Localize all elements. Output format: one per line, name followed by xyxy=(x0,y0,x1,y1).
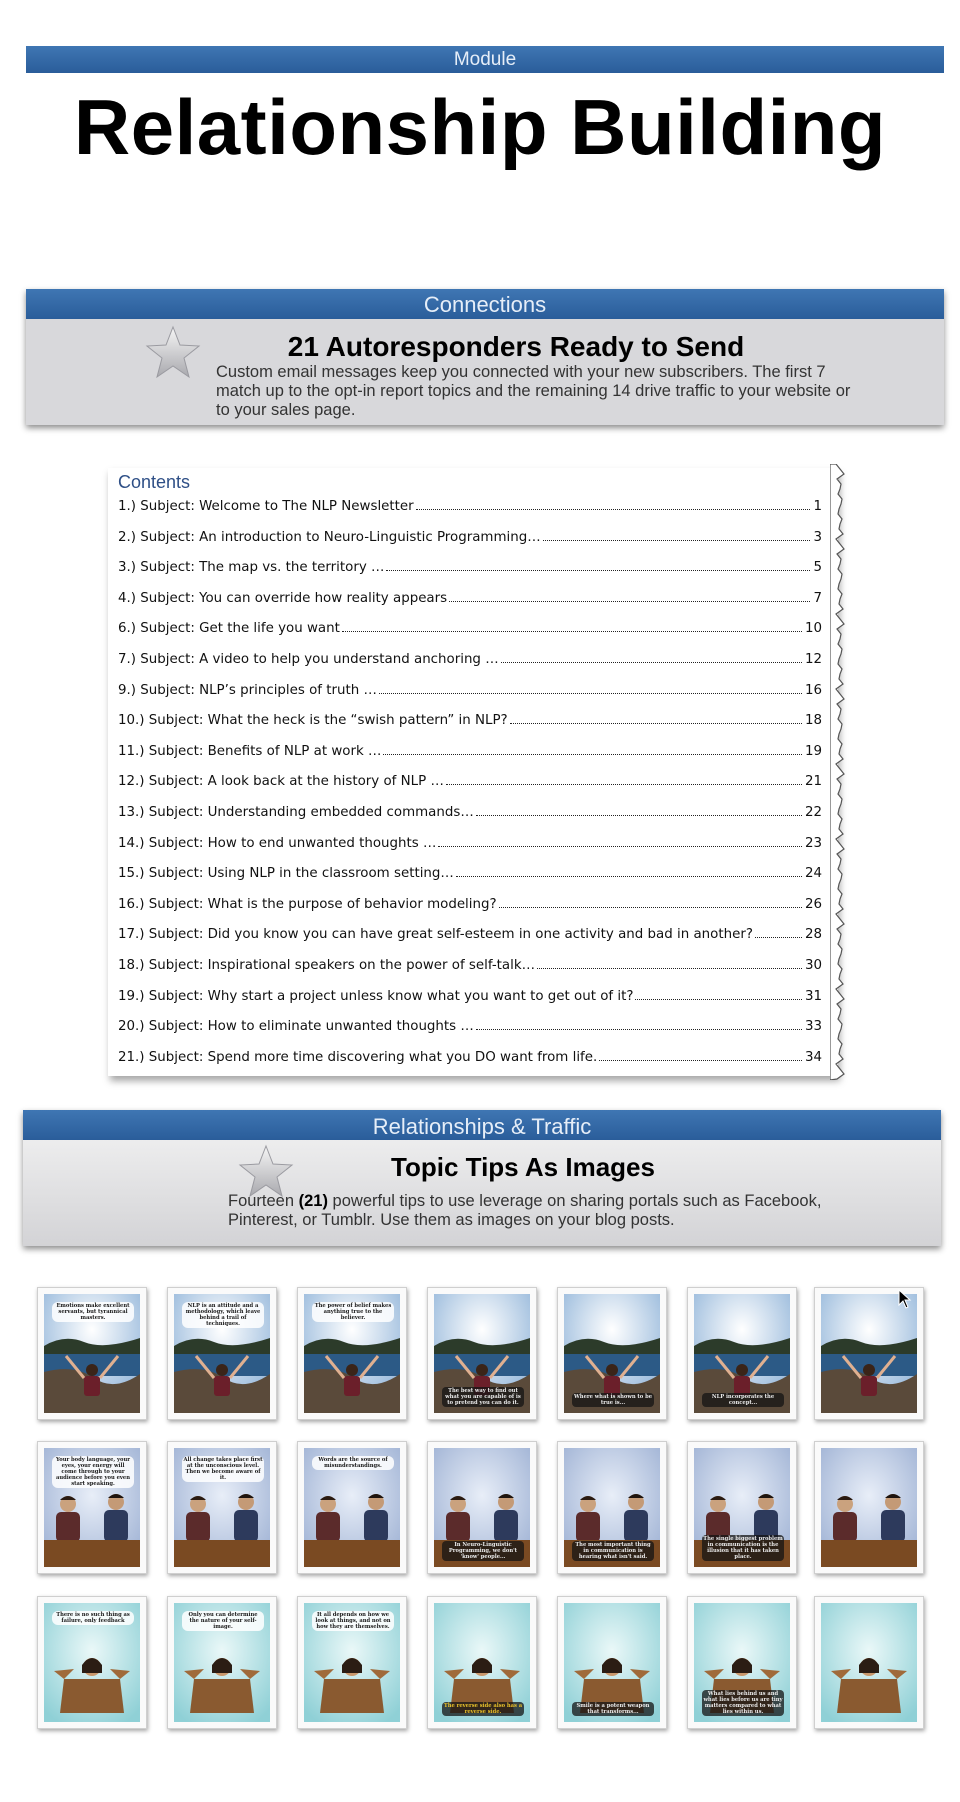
toc-page-number: 23 xyxy=(804,835,822,851)
toc-item xyxy=(118,525,822,545)
toc-subject: 6.) Subject: Get the life you want xyxy=(118,621,340,637)
tip-illustration xyxy=(44,1294,140,1413)
page-title: Relationship Building xyxy=(73,83,887,171)
toc-item xyxy=(118,555,822,575)
tip-image[interactable] xyxy=(297,1596,407,1729)
tip-illustration xyxy=(564,1603,660,1722)
tip-caption: Where what is shown to be true is... xyxy=(573,1394,653,1406)
toc-page-number: 31 xyxy=(804,988,822,1004)
toc-leader-dots xyxy=(416,509,811,510)
toc-item xyxy=(118,831,822,851)
contents-page xyxy=(108,468,838,1076)
toc-page-number: 5 xyxy=(813,560,822,576)
tip-illustration xyxy=(44,1603,140,1722)
tip-illustration xyxy=(174,1603,270,1722)
toc-leader-dots xyxy=(510,723,802,724)
toc-subject: 18.) Subject: Inspirational speakers on the power of self-talk… xyxy=(118,958,535,973)
toc-subject: 11.) Subject: Benefits of NLP at work … xyxy=(118,743,382,759)
toc-page-number: 33 xyxy=(804,1019,822,1035)
toc-leader-dots xyxy=(476,815,802,816)
toc-page-number: 30 xyxy=(804,958,822,973)
tip-image[interactable] xyxy=(167,1441,277,1574)
tip-caption: Words are the source of misunderstandings. xyxy=(312,1456,394,1470)
connections-bar xyxy=(26,289,944,319)
tip-caption: What lies behind us and what lies before us are tiny matters compared to what lies within us. xyxy=(703,1691,783,1715)
toc-item xyxy=(118,892,822,912)
tip-image[interactable] xyxy=(687,1441,797,1574)
toc-leader-dots xyxy=(438,846,802,847)
toc-page-number: 19 xyxy=(804,743,822,759)
tip-illustration xyxy=(694,1448,790,1567)
relationships-description xyxy=(228,1192,868,1230)
tip-image[interactable] xyxy=(557,1596,667,1729)
tip-caption: The best way to find out what you are capable of is to pretend you can do it. xyxy=(442,1387,524,1407)
toc-item xyxy=(118,678,822,698)
toc-item xyxy=(118,647,822,667)
mouse-cursor-icon xyxy=(898,1289,912,1309)
tip-image[interactable] xyxy=(557,1287,667,1420)
tip-caption: NLP is an attitude and a methodology, which leave behind a trail of techniques. xyxy=(182,1302,264,1328)
tip-illustration xyxy=(821,1603,917,1722)
tip-caption: It all depends on how we look at things, and not on how they are themselves. xyxy=(312,1611,394,1631)
toc-page-number: 1 xyxy=(813,499,822,514)
toc-subject: 13.) Subject: Understanding embedded commands… xyxy=(118,805,474,820)
toc-item xyxy=(118,494,822,514)
tip-image[interactable] xyxy=(557,1441,667,1574)
tip-image[interactable] xyxy=(37,1287,147,1420)
tip-illustration xyxy=(174,1448,270,1567)
relationships-headline: Topic Tips As Images xyxy=(391,1152,655,1182)
tip-caption: Emotions make excellent servants, but tyrannical masters. xyxy=(52,1302,134,1322)
relationships-panel xyxy=(23,1110,941,1246)
tip-illustration xyxy=(434,1603,530,1722)
tip-image[interactable] xyxy=(687,1287,797,1420)
tip-caption: The most important thing in communication is hearing what isn't said. xyxy=(572,1541,654,1561)
toc-item xyxy=(118,861,822,881)
toc-subject: 1.) Subject: Welcome to The NLP Newsletter xyxy=(118,499,414,514)
tip-image[interactable] xyxy=(167,1287,277,1420)
toc-item xyxy=(118,739,822,759)
toc-page-number: 16 xyxy=(804,682,822,698)
star-icon xyxy=(144,325,202,381)
toc-page-number: 22 xyxy=(804,805,822,820)
toc-subject: 17.) Subject: Did you know you can have great self-esteem in one activity and bad in another? xyxy=(118,927,753,943)
tip-image[interactable] xyxy=(814,1441,924,1574)
tip-image[interactable] xyxy=(37,1596,147,1729)
toc-page-number: 24 xyxy=(804,866,822,882)
tip-illustration xyxy=(821,1294,917,1413)
connections-headline: 21 Autoresponders Ready to Send xyxy=(287,331,745,362)
description-post: powerful tips to use leverage on sharing portals such as Facebook, Pinterest, or Tumblr. Use them as images on your blog posts. xyxy=(228,1192,822,1229)
toc-leader-dots xyxy=(449,601,810,602)
module-label: Module xyxy=(453,49,517,70)
tip-illustration xyxy=(434,1448,530,1567)
toc-leader-dots xyxy=(383,754,802,755)
toc-page-number: 10 xyxy=(804,621,822,637)
toc-subject: 16.) Subject: What is the purpose of behavior modeling? xyxy=(118,896,497,912)
tip-caption: In Neuro-Linguistic Programming, we don't 'know' people... xyxy=(442,1541,524,1561)
toc-subject: 7.) Subject: A video to help you understand anchoring … xyxy=(118,652,499,667)
tip-image[interactable] xyxy=(687,1596,797,1729)
toc-item xyxy=(118,616,822,636)
toc-page-number: 26 xyxy=(804,896,822,912)
tip-illustration xyxy=(564,1294,660,1413)
toc-subject: 12.) Subject: A look back at the history of NLP … xyxy=(118,774,444,790)
tip-image[interactable] xyxy=(427,1287,537,1420)
tip-caption: Smile is a potent weapon that transforms... xyxy=(572,1702,654,1716)
toc-subject: 21.) Subject: Spend more time discovering what you DO want from life. xyxy=(118,1049,598,1065)
toc-subject: 19.) Subject: Why start a project unless know what you want to get out of it? xyxy=(118,988,634,1004)
toc-leader-dots xyxy=(635,999,801,1000)
connections-panel xyxy=(26,289,944,425)
toc-item xyxy=(118,708,822,728)
tip-illustration xyxy=(821,1448,917,1567)
toc-leader-dots xyxy=(599,1060,802,1061)
toc-subject: 10.) Subject: What the heck is the “swish pattern” in NLP? xyxy=(118,713,508,729)
toc-leader-dots xyxy=(386,570,810,571)
tip-image[interactable] xyxy=(814,1596,924,1729)
tip-caption: Your body language, your eyes, your energy will come through to your audience before you even start speaking. xyxy=(52,1456,134,1488)
tip-caption: The reverse side also has a reverse side. xyxy=(443,1703,523,1715)
tip-image[interactable] xyxy=(37,1441,147,1574)
connections-bar-label: Connections xyxy=(423,292,547,317)
toc-subject: 20.) Subject: How to eliminate unwanted thoughts … xyxy=(118,1019,474,1035)
toc-subject: 3.) Subject: The map vs. the territory … xyxy=(118,560,385,576)
tip-caption: All change takes place first at the unconscious level. Then we become aware of it. xyxy=(183,1457,263,1481)
toc-item xyxy=(118,922,822,942)
relationships-bar xyxy=(23,1110,941,1140)
toc-leader-dots xyxy=(543,540,811,541)
toc-leader-dots xyxy=(755,937,802,938)
toc-item xyxy=(118,1014,822,1034)
toc-page-number: 34 xyxy=(804,1049,822,1065)
tip-image[interactable] xyxy=(167,1596,277,1729)
toc-subject: 14.) Subject: How to end unwanted thoughts … xyxy=(118,835,437,851)
tip-illustration xyxy=(304,1603,400,1722)
toc-leader-dots xyxy=(499,907,802,908)
toc-item xyxy=(118,586,822,606)
toc-page-number: 21 xyxy=(804,774,822,790)
tip-caption: NLP incorporates the concept... xyxy=(702,1393,784,1407)
toc-subject: 9.) Subject: NLP’s principles of truth … xyxy=(118,682,377,698)
tip-image[interactable] xyxy=(297,1441,407,1574)
toc-subject: 15.) Subject: Using NLP in the classroom setting… xyxy=(118,866,454,882)
toc-item xyxy=(118,1045,822,1065)
tip-illustration xyxy=(304,1294,400,1413)
toc-leader-dots xyxy=(456,876,802,877)
tip-image[interactable] xyxy=(427,1441,537,1574)
toc-subject: 4.) Subject: You can override how reality appears xyxy=(118,590,448,606)
module-bar xyxy=(26,46,944,73)
tip-caption: There is no such thing as failure, only feedback xyxy=(52,1611,134,1625)
toc-leader-dots xyxy=(446,784,802,785)
tip-illustration xyxy=(174,1294,270,1413)
toc-page-number: 7 xyxy=(813,590,822,606)
toc-leader-dots xyxy=(379,693,802,694)
relationships-bar-label: Relationships & Traffic xyxy=(372,1114,592,1139)
description-bold: (21) xyxy=(298,1192,328,1210)
toc-leader-dots xyxy=(342,631,802,632)
toc-item xyxy=(118,769,822,789)
tip-caption: Only you can determine the nature of your self-image. xyxy=(182,1611,264,1631)
tip-illustration xyxy=(434,1294,530,1413)
tip-illustration xyxy=(44,1448,140,1567)
tip-image[interactable] xyxy=(297,1287,407,1420)
toc-page-number: 18 xyxy=(804,713,822,729)
connections-description: Custom email messages keep you connected with your new subscribers. The first 7 match up to the opt-in report topics and the remaining 14 drive traffic to your website or to your sales page. xyxy=(216,363,851,419)
toc-page-number: 12 xyxy=(804,652,822,667)
tip-image[interactable] xyxy=(427,1596,537,1729)
toc-leader-dots xyxy=(537,968,802,969)
toc-leader-dots xyxy=(501,662,802,663)
tip-illustration xyxy=(564,1448,660,1567)
description-pre: Fourteen xyxy=(228,1192,299,1210)
toc-item xyxy=(118,800,822,820)
toc-page-number: 3 xyxy=(813,529,822,545)
contents-heading: Contents xyxy=(118,472,191,492)
toc-item xyxy=(118,953,822,973)
tip-illustration xyxy=(694,1603,790,1722)
tip-caption: The single biggest problem in communication is the illusion that it has taken place. xyxy=(703,1536,783,1560)
tip-illustration xyxy=(304,1448,400,1567)
toc-page-number: 28 xyxy=(804,927,822,943)
tip-caption: The power of belief makes anything true to the believer. xyxy=(312,1302,394,1322)
toc-subject: 2.) Subject: An introduction to Neuro-Linguistic Programming… xyxy=(118,529,541,545)
torn-edge xyxy=(830,464,852,1080)
tip-illustration xyxy=(694,1294,790,1413)
toc-item xyxy=(118,984,822,1004)
toc-leader-dots xyxy=(476,1029,802,1030)
